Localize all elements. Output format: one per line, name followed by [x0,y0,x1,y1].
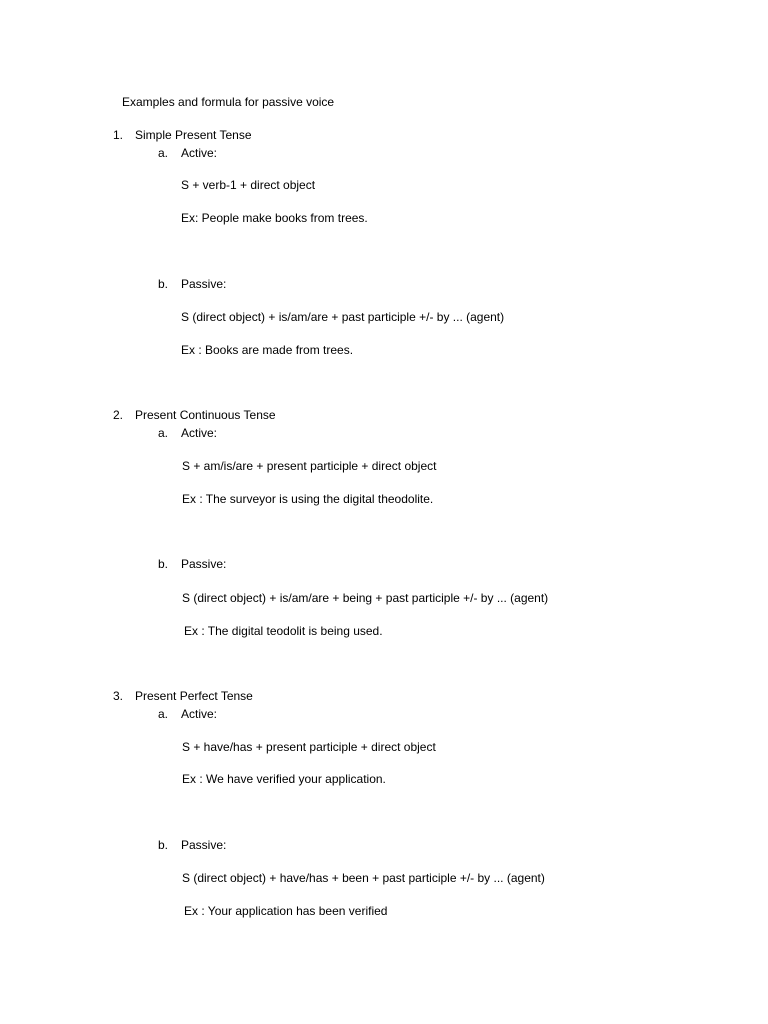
section-heading: Present Continuous Tense [135,408,276,422]
section-number: 3. [113,689,124,703]
active-example: Ex: People make books from trees. [181,211,368,225]
document-title: Examples and formula for passive voice [122,95,335,109]
active-example: Ex : The surveyor is using the digital theodolite. [182,492,434,506]
list-marker: b. [158,277,169,291]
active-formula: S + verb-1 + direct object [181,178,316,192]
active-label: Active: [181,426,218,440]
list-marker: b. [158,838,169,852]
list-marker: a. [158,426,169,440]
active-formula: S + am/is/are + present participle + direct object [182,459,437,473]
passive-example: Ex : The digital teodolit is being used. [184,624,383,638]
section-number: 2. [113,408,124,422]
section-number: 1. [113,128,124,142]
section-heading: Simple Present Tense [135,128,252,142]
list-marker: a. [158,707,169,721]
passive-formula: S (direct object) + is/am/are + past participle +/- by ... (agent) [181,310,505,324]
active-label: Active: [181,707,218,721]
list-marker: b. [158,557,169,571]
passive-formula: S (direct object) + have/has + been + past participle +/- by ... (agent) [182,871,545,885]
active-formula: S + have/has + present participle + direct object [182,740,436,754]
passive-example: Ex : Your application has been verified [184,904,388,918]
passive-label: Passive: [181,557,227,571]
list-marker: a. [158,146,169,160]
section-heading: Present Perfect Tense [135,689,253,703]
active-label: Active: [181,146,218,160]
passive-example: Ex : Books are made from trees. [181,343,354,357]
active-example: Ex : We have verified your application. [182,772,386,786]
passive-label: Passive: [181,277,227,291]
passive-formula: S (direct object) + is/am/are + being + past participle +/- by ... (agent) [182,591,549,605]
passive-label: Passive: [181,838,227,852]
